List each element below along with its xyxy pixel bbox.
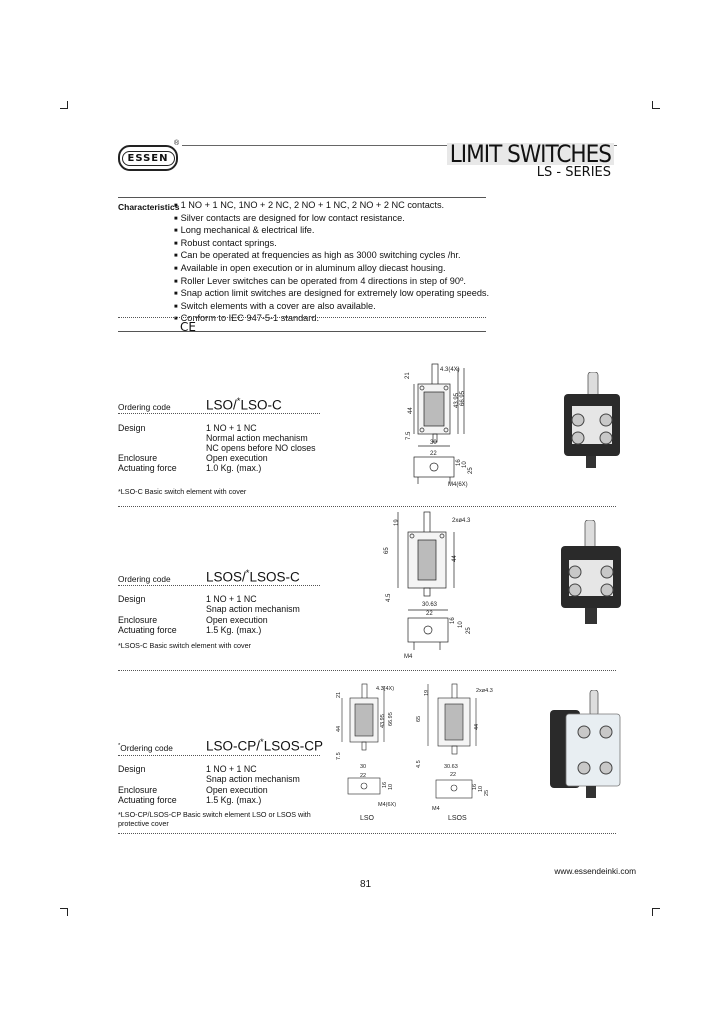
list-item: ■ Available in open execution or in aluminum alloy diecast housing. (174, 263, 489, 276)
enclosure-value: Open execution (206, 615, 268, 625)
lso-dimension-drawing (370, 362, 480, 492)
dim-label: 44 (452, 555, 458, 562)
actuating-force-label: Actuating force (118, 625, 177, 635)
page-number: 81 (360, 879, 372, 890)
dim-label: 7.5 (336, 752, 342, 760)
product-note: *LSO-C Basic switch element with cover (118, 487, 247, 496)
dim-label: 22 (430, 451, 437, 457)
actuating-force-value: 1.5 Kg. (max.) (206, 625, 262, 635)
dim-label: 10 (458, 621, 464, 628)
page-title: LIMIT SWITCHES (447, 143, 614, 165)
footer-url: www.essendeinki.com (554, 866, 636, 876)
product-note: *LSOS-C Basic switch element with cover (118, 641, 252, 650)
list-item: ■ Conform to IEC 947-5-1 standard. (174, 313, 489, 326)
section-divider (118, 670, 616, 671)
actuating-force-label: Actuating force (118, 463, 177, 473)
ordering-rule (118, 755, 320, 756)
dim-label: 21 (405, 372, 411, 379)
dim-label: 4.5 (386, 593, 392, 602)
list-item: ■ Snap action limit switches are designed for extremely low operating speeds. (174, 288, 489, 301)
design-label: Design (118, 423, 146, 433)
enclosure-label: Enclosure (118, 615, 158, 625)
dim-label: 25 (468, 467, 474, 474)
dim-label: M4 (432, 806, 440, 812)
characteristics-list (174, 200, 489, 326)
crop-mark-bottom-right (652, 908, 660, 916)
dim-label: 66.95 (460, 390, 466, 406)
dim-label: 4.3(4X) (440, 367, 460, 373)
dim-label: 16 (472, 783, 478, 790)
drawing-caption: LSO (360, 815, 375, 822)
dim-label: 10 (388, 783, 394, 790)
registered-mark: ® (174, 140, 180, 147)
dim-label: 16 (382, 781, 388, 788)
lso-product-photo (560, 372, 630, 472)
dim-label: 30.63 (444, 764, 458, 770)
enclosure-label: Enclosure (118, 453, 158, 463)
dim-label: 44 (474, 723, 480, 730)
ordering-code-label: *Ordering code (118, 743, 173, 753)
dim-label: 16 (450, 617, 456, 624)
characteristics-top-rule (118, 197, 486, 198)
lso-cp-dimension-drawing (334, 682, 404, 822)
list-item: ■ Long mechanical & electrical life. (174, 225, 489, 238)
dim-label: 19 (424, 689, 430, 696)
dim-label: 10 (478, 785, 484, 792)
design-value (206, 594, 300, 614)
dim-label: 4.5 (416, 760, 422, 768)
design-line: 1 NO + 1 NC (206, 594, 257, 604)
dim-label: 4.3(4X) (376, 686, 395, 692)
dim-label: 21 (336, 691, 342, 698)
dim-label: 44 (408, 407, 414, 414)
dim-label: 25 (466, 627, 472, 634)
design-value (206, 423, 316, 453)
actuating-force-value: 1.5 Kg. (max.) (206, 795, 262, 805)
dim-label: 65 (416, 715, 422, 722)
list-item: ■ Silver contacts are designed for low contact resistance. (174, 213, 489, 226)
dim-label: 22 (360, 773, 367, 779)
dim-label: 30 (430, 440, 437, 446)
section-divider (118, 833, 616, 834)
dim-label: 2xø4.3 (452, 518, 471, 524)
characteristics-dotted-rule (118, 317, 486, 318)
ordering-rule (118, 413, 320, 414)
design-line: 1 NO + 1 NC (206, 764, 257, 774)
dim-label: M4 (404, 654, 413, 660)
ordering-code: LSO-CP/*LSOS-CP (206, 737, 323, 754)
list-item: ■ Roller Lever switches can be operated from 4 directions in step of 90º. (174, 276, 489, 289)
dim-label: M4(6X) (448, 482, 468, 488)
enclosure-label: Enclosure (118, 785, 158, 795)
ordering-code-label: Ordering code (118, 574, 171, 584)
ordering-code: LSO/*LSO-C (206, 396, 282, 413)
characteristics-bottom-rule (118, 331, 486, 332)
drawing-caption: LSOS (448, 815, 467, 822)
actuating-force-label: Actuating force (118, 795, 177, 805)
design-label: Design (118, 764, 146, 774)
dim-label: 44 (336, 725, 342, 732)
lsos-product-photo (555, 520, 631, 630)
dim-label: 25 (484, 789, 490, 796)
dim-label: 22 (450, 772, 457, 778)
list-item: ■ Robust contact springs. (174, 238, 489, 251)
dim-label: 16 (456, 459, 462, 466)
lsos-cp-dimension-drawing (412, 682, 502, 822)
crop-mark-top-right (652, 101, 660, 109)
dim-label: 19 (394, 519, 400, 526)
characteristics-label: Characteristics (118, 202, 180, 212)
list-item: ■ 1 NO + 1 NC, 1NO + 2 NC, 2 NO + 1 NC, 2 NO + 2 NC contacts. (174, 200, 489, 213)
enclosure-value: Open execution (206, 453, 268, 463)
design-line: Normal action mechanism (206, 433, 308, 443)
dim-label: 43.95 (380, 714, 386, 728)
dim-label: 43.95 (454, 392, 460, 408)
ordering-code: LSOS/*LSOS-C (206, 568, 300, 585)
essen-logo: ESSEN (118, 145, 178, 171)
design-line: NC opens before NO closes (206, 443, 316, 453)
design-line: 1 NO + 1 NC (206, 423, 257, 433)
dim-label: 10 (462, 461, 468, 468)
ordering-rule (118, 585, 320, 586)
page-subtitle: LS - SERIES (536, 165, 611, 180)
dim-label: 30 (360, 764, 367, 770)
design-value (206, 764, 300, 784)
dim-label: M4(6X) (378, 802, 397, 808)
dim-label: 65 (384, 547, 390, 554)
crop-mark-bottom-left (60, 908, 68, 916)
enclosure-value: Open execution (206, 785, 268, 795)
product-note: *LSO-CP/LSOS-CP Basic switch element LSO or LSOS with protective cover (118, 810, 311, 828)
dim-label: 66.95 (388, 712, 394, 726)
crop-mark-top-left (60, 101, 68, 109)
ce-mark: CE (180, 320, 196, 334)
design-line: Snap action mechanism (206, 604, 300, 614)
list-item: ■ Can be operated at frequencies as high as 3000 switching cycles /hr. (174, 250, 489, 263)
dim-label: 7.5 (406, 431, 412, 440)
dim-label: 2xø4.3 (476, 688, 493, 694)
dim-label: 30.63 (422, 602, 438, 608)
list-item: ■ Switch elements with a cover are also available. (174, 301, 489, 314)
design-line: Snap action mechanism (206, 774, 300, 784)
lsos-dimension-drawing (380, 510, 480, 660)
lso-cp-product-photo (548, 690, 628, 800)
section-divider (118, 506, 616, 507)
ordering-code-label: Ordering code (118, 402, 171, 412)
actuating-force-value: 1.0 Kg. (max.) (206, 463, 262, 473)
dim-label: 22 (426, 611, 433, 617)
design-label: Design (118, 594, 146, 604)
